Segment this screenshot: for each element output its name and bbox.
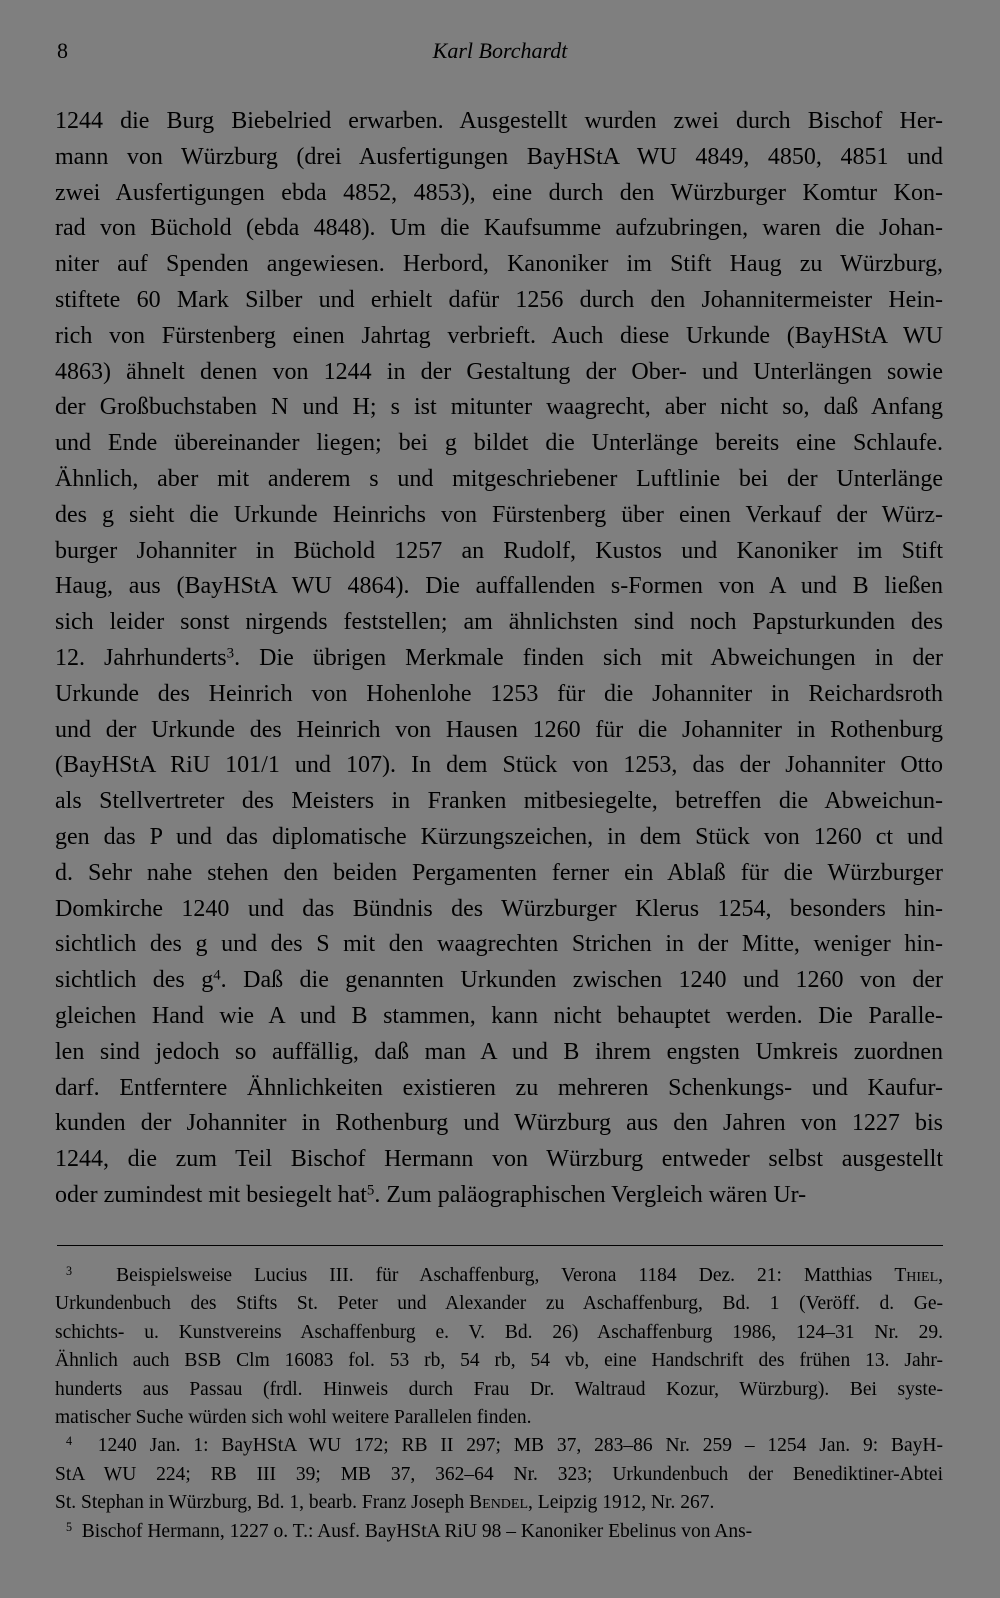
footnotes-section xyxy=(55,1262,943,1546)
body-line: rich von Fürstenberg einen Jahrtag verbrieft. Auch diese Urkunde (BayHStA WU xyxy=(55,322,943,349)
body-line: darf. Entferntere Ähnlichkeiten existieren zu mehreren Schenkungs- und Kaufur- xyxy=(55,1074,943,1101)
body-line: zwei Ausfertigungen ebda 4852, 4853), eine durch den Würzburger Komtur Kon- xyxy=(55,179,943,206)
footnote-line: matischer Suche würden sich wohl weitere Parallelen finden. xyxy=(55,1407,532,1429)
body-line: (BayHStA RiU 101/1 und 107). In dem Stück von 1253, das der Johanniter Otto xyxy=(55,752,943,779)
footnote-text: St. Stephan in Würzburg, Bd. 1, bearb. Franz Joseph xyxy=(55,1492,470,1514)
body-line: stiftete 60 Mark Silber und erhielt dafür 1256 durch den Johannitermeister Hein- xyxy=(55,286,943,313)
footnote-ref[interactable]: 3 xyxy=(226,645,235,662)
body-line: kunden der Johanniter in Rothenburg und Würzburg aus den Jahren von 1227 bis xyxy=(55,1110,943,1137)
footnote-4 xyxy=(55,1432,943,1460)
body-text-run: . Die übrigen Merkmale finden sich mit Abweichungen in der xyxy=(234,644,944,671)
body-line: mann von Würzburg (drei Ausfertigungen BayHStA WU 4849, 4850, 4851 und xyxy=(55,143,943,170)
author-name: Bendel xyxy=(469,1492,529,1514)
body-text-run: sichtlich des g xyxy=(55,967,214,994)
footnote-line xyxy=(55,1489,943,1517)
body-line: sich leider sonst nirgends feststellen; am ähnlichsten sind noch Papsturkunden des xyxy=(55,609,943,636)
footnote-line: Urkundenbuch des Stifts St. Peter und Alexander zu Aschaffenburg, Bd. 1 (Veröff. d. Ge- xyxy=(55,1293,943,1315)
footnote-line: hunderts aus Passau (frdl. Hinweis durch Frau Dr. Waltraud Kozur, Würzburg). Bei syste- xyxy=(55,1378,943,1400)
body-line: und Ende übereinander liegen; bei g bildet die Unterlänge bereits eine Schlaufe. xyxy=(55,430,943,457)
body-line: gen das P und das diplomatische Kürzungszeichen, in dem Stück von 1260 ct und xyxy=(55,823,943,850)
body-line xyxy=(55,1178,943,1214)
body-line: d. Sehr nahe stehen den beiden Pergamenten ferner ein Ablaß für die Würzburger xyxy=(55,859,943,886)
body-line: burger Johanniter in Büchold 1257 an Rudolf, Kustos und Kanoniker im Stift xyxy=(55,537,943,564)
page-header xyxy=(57,38,943,70)
footnote-number: 4 xyxy=(66,1434,73,1449)
body-line: und der Urkunde des Heinrich von Hausen 1260 für die Johanniter in Rothenburg xyxy=(55,716,943,743)
body-line xyxy=(55,641,943,677)
body-text-run: . Zum paläographischen Vergleich wären Ur- xyxy=(374,1181,807,1208)
body-line: Ähnlich, aber mit anderem s und mitgeschriebener Luftlinie bei der Unterlänge xyxy=(55,465,943,492)
body-text-run: 12. Jahrhunderts xyxy=(55,644,227,671)
footnote-line: StA WU 224; RB III 39; MB 37, 362–64 Nr. 323; Urkundenbuch der Benediktiner-Abtei xyxy=(55,1463,943,1485)
footnote-3 xyxy=(55,1262,943,1290)
page-number: 8 xyxy=(57,38,68,63)
body-line: 4863) ähnelt denen von 1244 in der Gestaltung der Ober- und Unterlängen sowie xyxy=(55,358,943,385)
footnote-text: Bischof Hermann, 1227 o. T.: Ausf. BayHStA RiU 98 – Kanoniker Ebelinus von Ans- xyxy=(81,1520,753,1542)
body-line: len sind jedoch so auffällig, daß man A und B ihrem engsten Umkreis zuordnen xyxy=(55,1038,943,1065)
body-line: Domkirche 1240 und das Bündnis des Würzburger Klerus 1254, besonders hin- xyxy=(55,895,943,922)
footnote-number: 3 xyxy=(66,1263,73,1278)
running-head: Karl Borchardt xyxy=(432,38,568,63)
body-text-run: oder zumindest mit besiegelt hat xyxy=(55,1181,367,1208)
body-text xyxy=(55,104,943,1214)
footnote-text: , Leipzig 1912, Nr. 267. xyxy=(528,1492,715,1514)
footnote-number: 5 xyxy=(66,1519,73,1534)
footnote-ref[interactable]: 4 xyxy=(213,967,221,984)
body-line xyxy=(55,963,943,999)
body-line: Urkunde des Heinrich von Hohenlohe 1253 für die Johanniter in Reichardsroth xyxy=(55,680,943,707)
footnote-5 xyxy=(55,1518,943,1546)
body-line: sichtlich des g und des S mit den waagrechten Strichen in der Mitte, weniger hin- xyxy=(55,931,943,958)
body-line: niter auf Spenden angewiesen. Herbord, Kanoniker im Stift Haug zu Würzburg, xyxy=(55,251,943,278)
footnote-ref[interactable]: 5 xyxy=(366,1182,375,1199)
body-line: der Großbuchstaben N und H; s ist mitunter waagrecht, aber nicht so, daß Anfang xyxy=(55,394,943,421)
body-line: als Stellvertreter des Meisters in Franken mitbesiegelte, betreffen die Abweichun- xyxy=(55,788,943,815)
footnote-text: , xyxy=(938,1265,944,1286)
body-line: rad von Büchold (ebda 4848). Um die Kaufsumme aufzubringen, waren die Johan- xyxy=(55,215,943,242)
author-name: Thiel xyxy=(894,1265,939,1286)
footnote-line: schichts- u. Kunstvereins Aschaffenburg e. V. Bd. 26) Aschaffenburg 1986, 124–31 Nr. 29. xyxy=(55,1321,943,1343)
body-line: 1244, die zum Teil Bischof Hermann von Würzburg entweder selbst ausgestellt xyxy=(55,1146,943,1173)
body-text-run: . Daß die genannten Urkunden zwischen 1240 und 1260 von der xyxy=(220,967,943,994)
footnote-text: 1240 Jan. 1: BayHStA WU 172; RB II 297; MB 37, 283–86 Nr. 259 – 1254 Jan. 9: BayH- xyxy=(97,1435,944,1457)
footnote-line: Ähnlich auch BSB Clm 16083 fol. 53 rb, 54 rb, 54 vb, eine Handschrift des frühen 13. Jahr- xyxy=(55,1350,943,1372)
footnote-divider xyxy=(57,1245,943,1246)
body-line: Haug, aus (BayHStA WU 4864). Die auffallenden s-Formen von A und B ließen xyxy=(55,573,943,600)
footnote-text: Beispielsweise Lucius III. für Aschaffenburg, Verona 1184 Dez. 21: Matthias xyxy=(116,1265,895,1286)
body-line: des g sieht die Urkunde Heinrichs von Fürstenberg über einen Verkauf der Würz- xyxy=(55,501,943,528)
body-line: gleichen Hand wie A und B stammen, kann nicht behauptet werden. Die Paralle- xyxy=(55,1002,943,1029)
body-line: 1244 die Burg Biebelried erwarben. Ausgestellt wurden zwei durch Bischof Her- xyxy=(55,108,943,134)
